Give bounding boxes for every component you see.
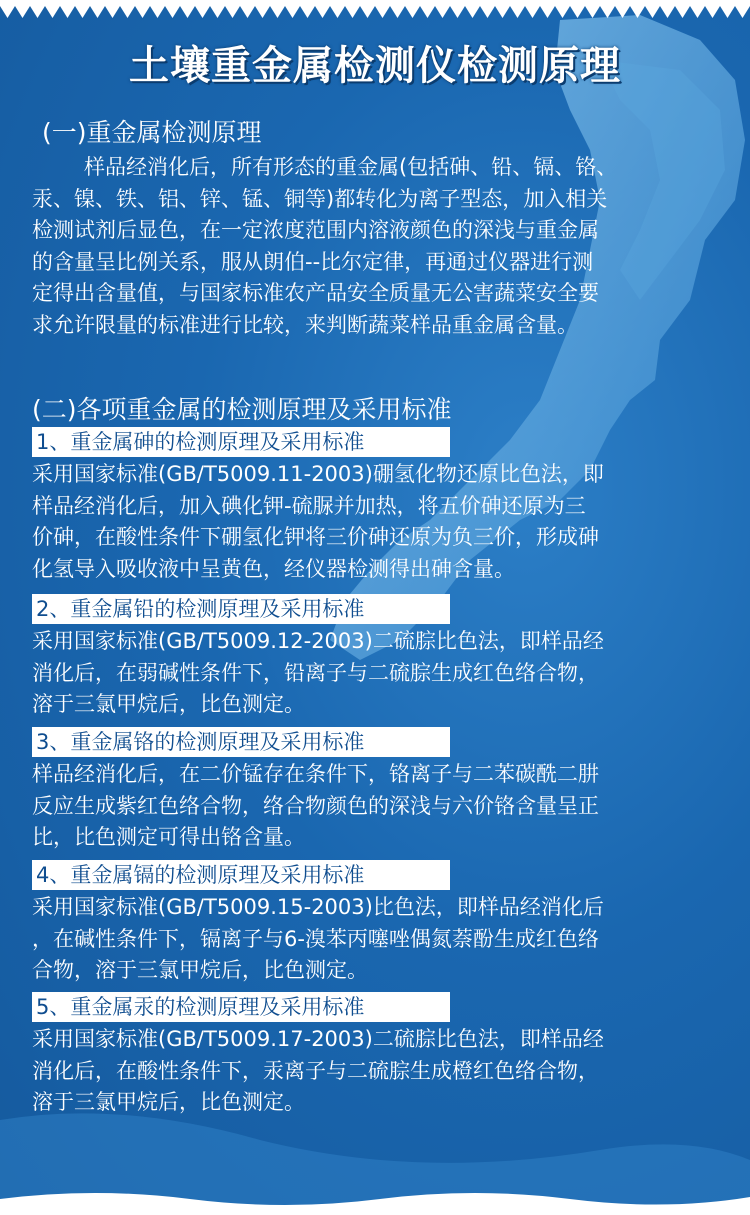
arsenic-line: 价砷，在酸性条件下硼氢化钾将三价砷还原为负三价，形成砷 — [32, 525, 599, 549]
lead-line: 溶于三氯甲烷后，比色测定。 — [32, 692, 305, 716]
chromium-line: 样品经消化后，在二价锰存在条件下，铬离子与二苯碳酰二肼 — [32, 762, 599, 786]
section1-heading: (一)重金属检测原理 — [42, 118, 262, 147]
lead-heading-bar: 2、重金属铅的检测原理及采用标准 — [32, 594, 450, 624]
bottom-scallop-border — [0, 1189, 750, 1215]
arsenic-line: 化氢导入吸收液中呈黄色，经仪器检测得出砷含量。 — [32, 556, 515, 581]
cadmium-line: ，在碱性条件下，镉离子与6-溴苯丙噻唑偶氮萘酚生成红色络 — [32, 926, 599, 951]
arsenic-line: 样品经消化后，加入碘化钾-硫脲并加热，将五价砷还原为三 — [32, 493, 586, 518]
section1-paragraph — [32, 151, 732, 340]
mercury-line: 消化后，在酸性条件下，汞离子与二硫腙生成橙红色络合物， — [32, 1058, 599, 1083]
cadmium-heading-bar: 4、重金属镉的检测原理及采用标准 — [32, 860, 450, 890]
mercury-description — [32, 1024, 722, 1119]
chromium-description — [32, 759, 722, 854]
section2-heading: (二)各项重金属的检测原理及采用标准 — [32, 395, 452, 424]
mercury-line: 溶于三氯甲烷后，比色测定。 — [32, 1090, 305, 1114]
page-title: 土壤重金属检测仪检测原理 — [129, 43, 621, 89]
mercury-line: 采用国家标准(GB/T5009.17-2003)二硫腙比色法，即样品经 — [32, 1027, 604, 1051]
lead-line: 采用国家标准(GB/T5009.12-2003)二硫腙比色法，即样品经 — [32, 629, 604, 653]
chromium-line: 反应生成紫红色络合物，络合物颜色的深浅与六价铬含量呈正 — [32, 793, 599, 818]
section1-line: 的含量呈比例关系，服从朗伯--比尔定律，再通过仪器进行测 — [32, 249, 594, 274]
lead-line: 消化后，在弱碱性条件下，铅离子与二硫腙生成红色络合物， — [32, 660, 599, 685]
arsenic-line: 采用国家标准(GB/T5009.11-2003)硼氢化物还原比色法，即 — [32, 462, 604, 486]
section1-line: 样品经消化后，所有形态的重金属(包括砷、铅、镉、铬、 — [84, 155, 618, 179]
cadmium-description — [32, 892, 722, 987]
section1-line: 汞、镍、铁、铝、锌、锰、铜等)都转化为离子型态，加入相关 — [32, 186, 608, 211]
arsenic-heading-bar: 1、重金属砷的检测原理及采用标准 — [32, 427, 450, 457]
arsenic-description — [32, 459, 722, 585]
top-zigzag-border — [0, 0, 750, 20]
cadmium-line: 采用国家标准(GB/T5009.15-2003)比色法，即样品经消化后 — [32, 895, 604, 919]
mercury-heading-bar: 5、重金属汞的检测原理及采用标准 — [32, 992, 450, 1022]
section1-line: 检测试剂后显色，在一定浓度范围内溶液颜色的深浅与重金属 — [32, 218, 599, 242]
chromium-heading-bar: 3、重金属铬的检测原理及采用标准 — [32, 727, 450, 757]
chromium-line: 比，比色测定可得出铬含量。 — [32, 825, 305, 849]
lead-description — [32, 626, 722, 721]
section1-line: 求允许限量的标准进行比较，来判断蔬菜样品重金属含量。 — [32, 312, 578, 337]
section1-line: 定得出含量值，与国家标准农产品安全质量无公害蔬菜安全要 — [32, 281, 599, 305]
cadmium-line: 合物，溶于三氯甲烷后，比色测定。 — [32, 958, 368, 982]
